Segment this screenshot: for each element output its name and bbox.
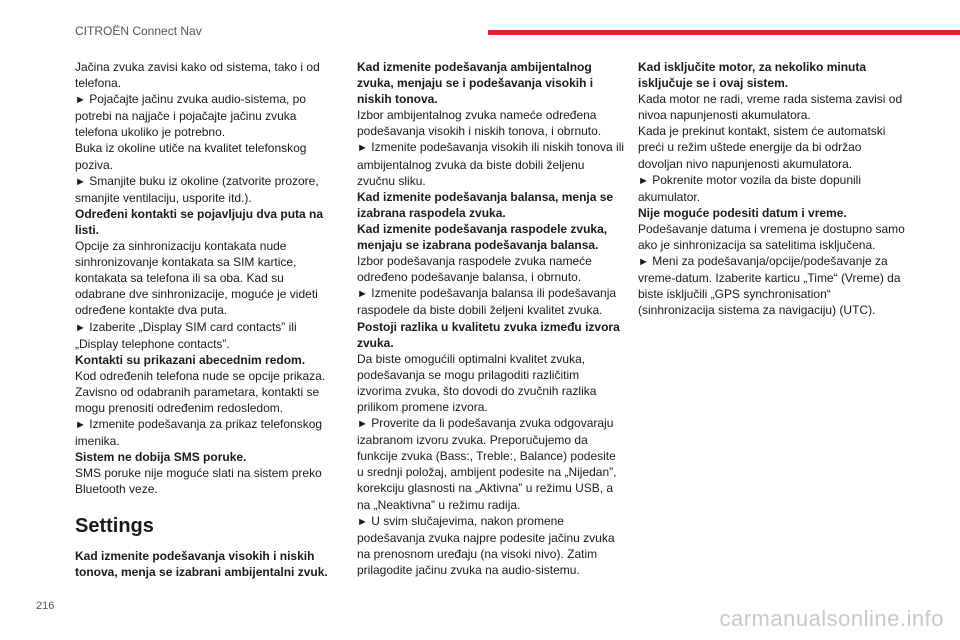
instruction-step	[75, 416, 337, 449]
paragraph	[75, 368, 337, 416]
paragraph-text: Nije moguće podesiti datum i vreme.	[638, 205, 847, 220]
arrow-right-icon: ►	[75, 94, 86, 107]
bold-paragraph	[638, 205, 908, 221]
section-heading	[75, 514, 337, 538]
paragraph-text: Podešavanje datuma i vremena je dostupno samo ako je sinhronizacija sa satelitima isključena.	[638, 221, 905, 253]
bold-paragraph	[75, 449, 337, 465]
text-column-1	[75, 59, 337, 580]
text-column-3	[638, 59, 908, 319]
text-column-2	[357, 59, 625, 578]
arrow-right-icon: ►	[75, 175, 86, 188]
paragraph-text: Kod određenih telefona nude se opcije prikaza. Zavisno od odabranih parametara, kontakti se mogu prenositi određenim redosledom.	[75, 368, 326, 415]
paragraph-text: Smanjite buku iz okoline (zatvorite prozore, smanjite ventilaciju, usporite itd.).	[75, 173, 319, 205]
paragraph	[75, 59, 337, 91]
bold-paragraph	[357, 59, 625, 107]
paragraph-text: Settings	[75, 514, 154, 537]
arrow-right-icon: ►	[75, 419, 86, 432]
watermark: carmanualsonline.info	[719, 606, 944, 631]
paragraph	[75, 140, 337, 172]
instruction-step	[75, 91, 337, 140]
paragraph-text: Izmenite podešavanja za prikaz telefonskog imenika.	[75, 417, 323, 449]
paragraph-text: Buka iz okoline utiče na kvalitet telefonskog poziva.	[75, 141, 307, 172]
instruction-step	[638, 172, 908, 205]
paragraph-text: Pojačajte jačinu zvuka audio-sistema, po potrebi na najjače i pojačajte jačinu zvuka telefona ukoliko je potrebno.	[75, 92, 307, 140]
arrow-right-icon: ►	[638, 256, 649, 269]
paragraph-text: Izaberite „Display SIM card contacts” ili „Display telephone contacts”.	[75, 319, 297, 351]
paragraph-text: Kad izmenite podešavanja raspodele zvuka, menjaju se izabrana podešavanja balansa.	[357, 221, 608, 253]
paragraph-text: Izmenite podešavanja balansa ili podešavanja raspodele da biste dobili željeni kvalitet zvuka.	[357, 286, 617, 318]
paragraph-text: Kad izmenite podešavanja visokih i niskih tonova, menja se izabrani ambijentalni zvuk.	[75, 548, 328, 579]
instruction-step	[75, 319, 337, 352]
paragraph-text: Da biste omogućili optimalni kvalitet zvuka, podešavanja se mogu prilagoditi različitim izvorima zvuka, što dovodi do zvučnih razlika prilikom promene izvora.	[357, 351, 597, 414]
header-title: CITROËN Connect Nav	[75, 24, 202, 38]
paragraph-text: Određeni kontakti se pojavljuju dva puta na listi.	[75, 206, 324, 237]
bold-paragraph	[75, 548, 337, 580]
instruction-step	[638, 253, 908, 318]
paragraph-text: Izbor podešavanja raspodele zvuka nameće određeno podešavanje balansa, i obrnuto.	[357, 254, 592, 285]
instruction-step	[357, 415, 625, 513]
bold-paragraph	[75, 352, 337, 368]
paragraph-text: Izbor ambijentalnog zvuka nameće određena podešavanja visokih i niskih tonova, i obrnuto.	[357, 108, 602, 139]
paragraph-text: Kad isključite motor, za nekoliko minuta isključuje se i ovaj sistem.	[638, 60, 867, 91]
paragraph	[638, 221, 908, 253]
header-accent-bar	[488, 30, 960, 35]
arrow-right-icon: ►	[75, 321, 86, 334]
bold-paragraph	[357, 319, 625, 351]
paragraph-text: Meni za podešavanja/opcije/podešavanje za vreme-datum. Izaberite karticu „Time“ (Vreme) da biste isključili „GPS synchronisation“ (sinhronizacija sistema za navigaciju) (UTC).	[638, 254, 901, 318]
page-number: 216	[36, 600, 55, 612]
instruction-step	[357, 513, 625, 578]
arrow-right-icon: ►	[357, 288, 368, 301]
arrow-right-icon: ►	[357, 142, 368, 155]
paragraph-text: Kontakti su prikazani abecednim redom.	[75, 352, 306, 367]
paragraph-text: Postoji razlika u kvalitetu zvuka između izvora zvuka.	[357, 319, 620, 350]
bold-paragraph	[357, 189, 625, 221]
arrow-right-icon: ►	[638, 174, 649, 187]
paragraph-text: Kad izmenite podešavanja ambijentalnog zvuka, menjaju se i podešavanja visokih i niskih tonova.	[357, 60, 594, 107]
paragraph	[357, 107, 625, 139]
paragraph-text: Sistem ne dobija SMS poruke.	[75, 450, 247, 465]
paragraph-text: Pokrenite motor vozila da biste dopunili akumulator.	[638, 172, 862, 204]
arrow-right-icon: ►	[357, 515, 368, 528]
paragraph-text: U svim slučajevima, nakon promene podešavanja zvuka najpre podesite jačinu zvuka na prenosnom uređaju (na visoki nivo). Zatim prilagodite jačinu zvuka na audio-sistemu.	[357, 513, 615, 577]
paragraph-text: Izmenite podešavanja visokih ili niskih tonova ili ambijentalnog zvuka da biste dobili željenu zvučnu sliku.	[357, 140, 625, 188]
instruction-step	[357, 285, 625, 318]
paragraph-text: Jačina zvuka zavisi kako od sistema, tako i od telefona.	[75, 60, 320, 91]
paragraph	[357, 253, 625, 285]
paragraph	[357, 351, 625, 415]
paragraph-text: Kad izmenite podešavanja balansa, menja se izabrana raspodela zvuka.	[357, 189, 614, 220]
paragraph-text: Kada motor ne radi, vreme rada sistema zavisi od nivoa napunjenosti akumulatora.	[638, 92, 903, 123]
paragraph	[638, 123, 908, 171]
paragraph-text: Opcije za sinhronizaciju kontakata nude sinhronizovanje kontakata sa SIM kartice, kontakata sa telefona ili sa oba. Kad su odabrane dve sinhronizacije, moguće je videti određene kontakte dva puta.	[75, 239, 318, 318]
instruction-step	[75, 173, 337, 206]
arrow-right-icon: ►	[357, 418, 368, 431]
paragraph-text: Proverite da li podešavanja zvuka odgovaraju izabranom izvoru zvuka. Preporučujemo da funkcije zvuka (Bass:, Treble:, Balance) podesite u srednji položaj, ambijent podesite na „Nijedan”, korekciju glasnosti na „Aktivna” u režimu USB, a na „Neaktivna” u režimu radija.	[357, 416, 617, 512]
paragraph	[75, 238, 337, 318]
paragraph-text: SMS poruke nije moguće slati na sistem preko Bluetooth veze.	[75, 466, 322, 497]
bold-paragraph	[357, 221, 625, 253]
bold-paragraph	[75, 206, 337, 238]
instruction-step	[357, 139, 625, 188]
paragraph	[75, 465, 337, 497]
bold-paragraph	[638, 59, 908, 91]
paragraph	[638, 91, 908, 123]
paragraph-text: Kada je prekinut kontakt, sistem će automatski preći u režim uštede energije da bi održao dovoljan nivo napunjenosti akumulatora.	[638, 124, 886, 171]
